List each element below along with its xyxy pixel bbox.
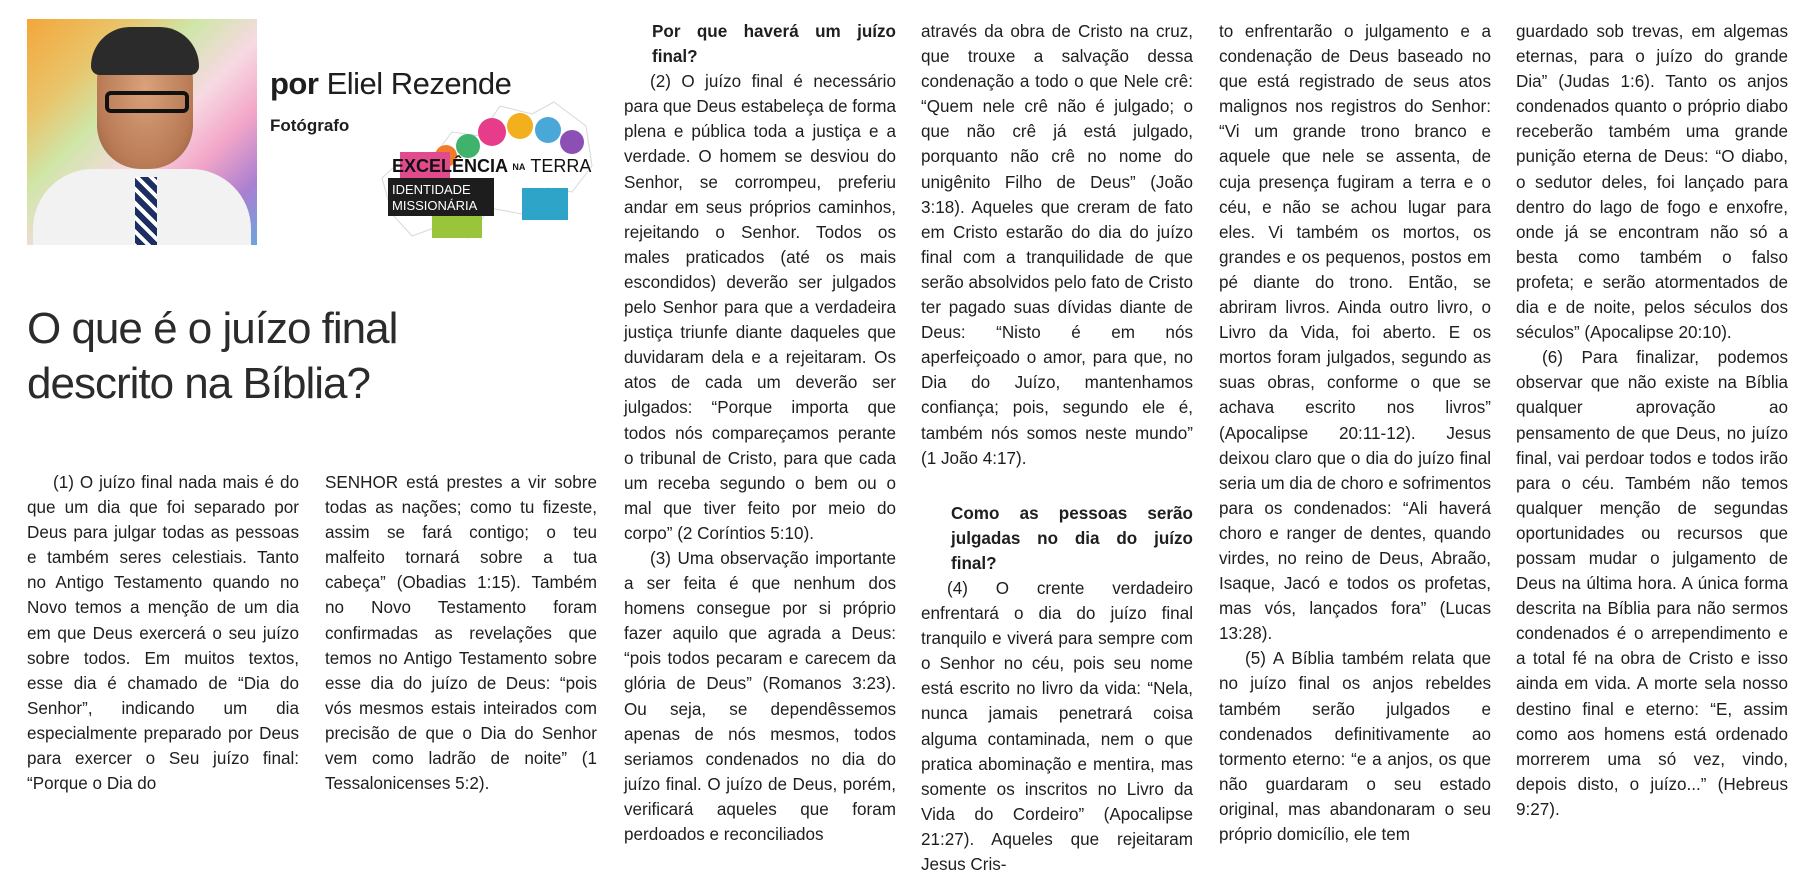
logo-block <box>522 188 568 220</box>
logo-title-end: TERRA <box>530 156 592 176</box>
logo-title <box>392 154 591 176</box>
paragraph-5-continued: guardado sob trevas, em algemas eternas, para o juízo do grande Dia” (Judas 1:6). Tanto os anjos condenados quanto o próprio diabo receberão também uma grande punição eterna de Deus: “O diabo, o sedutor deles, foi lançado para dentro do lago de fogo e enxofre, onde já se encontram não só a besta como também o falso profeta; e serão atormentados de dia e de noite, pelos séculos dos séculos” (Apocalipse 20:10). <box>1516 22 1788 343</box>
logo-subtitle-line2: MISSIONÁRIA <box>392 198 478 213</box>
logo-figure-icon <box>478 118 506 146</box>
paragraph-1: (1) O juízo final nada mais é do que um dia que foi separado por Deus para julgar todas as pessoas e também seres celestiais. Tanto no Antigo Testamento quando no Novo temos a menção de um dia em que Deus exercerá o seu juízo sobre todos. Em muitos textos, esse dia é chamado de “Dia do Senhor”, indicando um dia especialmente preparado por Deus para exercer o Seu juízo final: “Porque o Dia do <box>27 473 299 794</box>
author-photo <box>27 19 257 245</box>
article-column-3 <box>624 19 896 847</box>
paragraph-4: (4) O crente verdadeiro enfrentará o dia do juízo final tranquilo e viverá para sempre com o Senhor no céu, pois seu nome está escrito no livro da vida: “Nela, nunca jamais penetrará coisa alguma contaminada, nem o que pratica abominação e mentira, mas somente os inscritos no Livro da Vida do Cordeiro” (Apocalipse 21:27). Aqueles que rejeitaram Jesus Cris- <box>921 578 1193 874</box>
byline-prefix: por <box>270 66 319 101</box>
paragraph-3: (3) Uma observação importante a ser feita é que nenhum dos homens consegue por si próprio fazer aquilo que agrada a Deus: “pois todos pecaram e carecem da glória de Deus” (Romanos 3:23). Ou seja, se dependêssemos apenas de nós mesmos, todos seriamos condenados no dia do juízo final. O juízo de Deus, porém, verificará aqueles que foram perdoados e reconciliados <box>624 548 896 844</box>
logo-title-small: NA <box>512 162 526 172</box>
section-heading-1: Por que haverá um juízo final? <box>652 22 896 67</box>
author-name: Eliel Rezende <box>326 66 512 101</box>
article-headline: O que é o juízo final descrito na Bíblia? <box>27 304 398 408</box>
author-hair <box>91 27 199 75</box>
paragraph-2: (2) O juízo final é necessário para que Deus estabeleça de forma plena e pública toda a justiça e a verdade. O homem se desviou do Senhor, se corrompeu, preferiu andar em seus próprios caminhos, rejeitando o Senhor. Todos os males praticados (até os mais escondidos) deverão ser julgados pelo Senhor para que a verdadeira justiça triunfe diante daqueles que duvidaram dela e a rejeitaram. Os atos de cada um deverão ser julgados: “Porque importa que todos nós compareçamos perante o tribunal de Cristo, para que cada um receba segundo o bem ou o mal que tiver feito por meio do corpo” (2 Coríntios 5:10). <box>624 72 896 543</box>
logo-subtitle-line1: IDENTIDADE <box>392 182 471 197</box>
section-logo <box>372 96 597 244</box>
paragraph-3-continued: através da obra de Cristo na cruz, que trouxe a salvação dessa condenação a todo o que Nele crê: “Quem nele crê não é julgado; o que não crê já está julgado, porquanto não crê no nome do unigênito Filho de Deus” (João 3:18). Aqueles que creram de fato em Cristo estarão do dia do juízo final com a tranquilidade de que serão absolvidos pelo fato de Cristo ter pagado suas dívidas diante de Deus: “Nisto é em nós aperfeiçoado o amor, para que, no Dia do Juízo, mantenhamos confiança; pois, segundo ele é, também nós somos neste mundo” (1 João 4:17). <box>921 22 1193 468</box>
paragraph-1-continued: SENHOR está prestes a vir sobre todas as nações; como tu fizeste, assim se fará contigo; o teu malfeito tornará sobre a tua cabeça” (Obadias 1:15). Também no Novo Testamento foram confirmadas as revelações que temos no Antigo Testamento sobre esse dia do juízo de Deus: “pois vós mesmos estais inteirados com precisão de que o Dia do Senhor vem como ladrão de noite” (1 Tessalonicenses 5:2). <box>325 473 597 794</box>
logo-title-word: EXCELÊNCIA <box>392 156 508 176</box>
paragraph-6: (6) Para finalizar, podemos observar que não existe na Bíblia qualquer aprovação ao pensamento de que Deus, no juízo final, vai perdoar todos e todos irão para o céu. Também não temos qualquer menção de segundas oportunidades ou recursos que possam mudar o julgamento de Deus na última hora. A única forma descrita na Bíblia para não sermos condenados é o arrependimento e a total fé na obra de Cristo e isso ainda em vida. A morte sela nosso destino final e eterno: “E, assim como aos homens está ordenado morrerem uma só vez, vindo, depois disto, o juízo...” (Hebreus 9:27). <box>1516 348 1788 819</box>
article-column-5 <box>1219 19 1491 847</box>
article-column-4 <box>921 19 1193 877</box>
logo-figure-icon <box>535 117 561 143</box>
author-tie <box>135 177 157 245</box>
logo-block <box>432 214 482 238</box>
article-column-6 <box>1516 19 1788 822</box>
logo-figure-icon <box>560 130 584 154</box>
author-glasses <box>105 91 189 113</box>
paragraph-4-continued: to enfrentarão o julgamento e a condenação de Deus baseado no que está registrado de seus atos malignos nos registros do Senhor: “Vi um grande trono branco e aquele que nele se assenta, de cuja presença fugiram a terra e o céu, e não se achou lugar para eles. Vi também os mortos, os grandes e os pequenos, postos em pé diante do trono. Então, se abriram livros. Ainda outro livro, o Livro da Vida, foi aberto. E os mortos foram julgados, segundo as suas obras, conforme o que se achava escrito nos livros” (Apocalipse 20:11-12). Jesus deixou claro que o dia do juízo final seria um dia de choro e sofrimentos para os condenados: “Ali haverá choro e ranger de dentes, quando virdes, no reino de Deus, Abraão, Isaque, Jacó e todos os profetas, mas vós, lançados fora” (Lucas 13:28). <box>1219 22 1491 644</box>
paragraph-5: (5) A Bíblia também relata que no juízo final os anjos rebeldes também serão julgados e condenados definitivamente ao tormento eterno: “e a anjos, os que não guardaram o seu estado original, mas abandonaram o seu próprio domicílio, ele tem <box>1219 649 1491 844</box>
section-heading-2: Como as pessoas serão julgadas no dia do juízo final? <box>951 503 1193 573</box>
author-role: Fotógrafo <box>270 116 350 135</box>
logo-figure-icon <box>456 134 480 158</box>
article-column-1 <box>27 470 299 796</box>
article-column-2 <box>325 470 597 796</box>
logo-figure-icon <box>507 113 533 139</box>
